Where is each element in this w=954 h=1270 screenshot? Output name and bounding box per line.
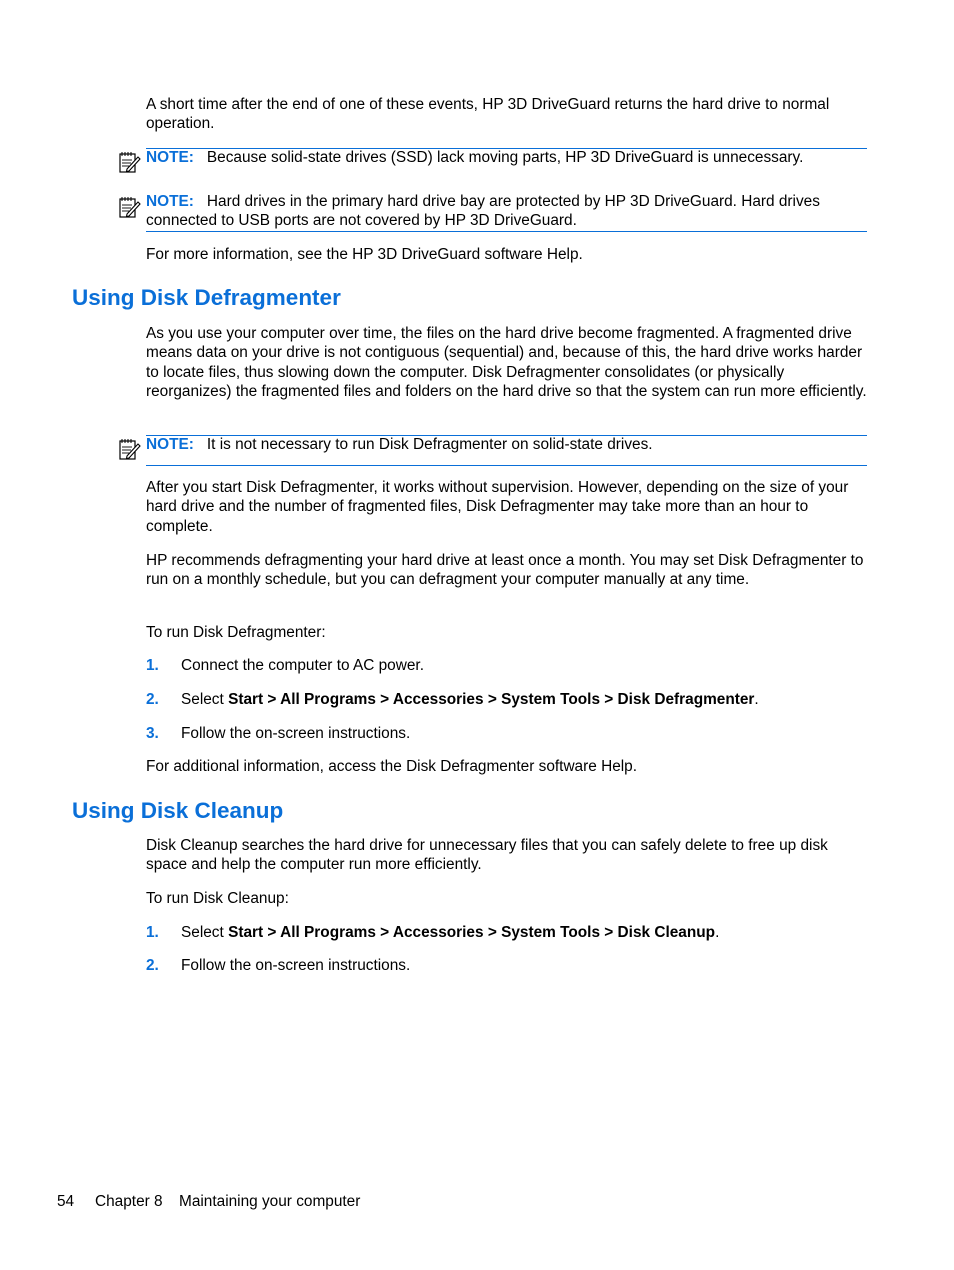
step-text: Follow the on-screen instructions. — [181, 957, 411, 974]
defrag-paragraph-3: HP recommends defragmenting your hard drive at least once a month. You may set Disk Defragmenter to run on a monthly schedule, but you can defragment your computer manually at any time. — [146, 552, 864, 589]
defrag-paragraph-1: As you use your computer over time, the files on the hard drive become fragmented. A fragmented drive means data on your drive is not contiguous (sequential) and, because of this, the hard drive works harder to locate files, thus slowing down the computer. Disk Defragmenter consolidates (or physically reorganizes) the fragmented files and folders on the hard drive so that the system can run more efficiently. — [146, 325, 867, 401]
heading-disk-cleanup: Using Disk Cleanup — [72, 798, 284, 823]
note-label: NOTE: — [146, 193, 194, 210]
note-bottom-rule — [146, 465, 867, 466]
note-text: It is not necessary to run Disk Defragmenter on solid-state drives. — [206, 436, 653, 453]
cleanup-paragraph-1: Disk Cleanup searches the hard drive for unnecessary files that you can safely delete to free up disk space and help the computer run more efficiently. — [146, 837, 828, 874]
note-text: Hard drives in the primary hard drive bay are protected by HP 3D DriveGuard. Hard drives connected to USB ports are not covered by HP 3D DriveGuard. — [146, 193, 820, 230]
intro-paragraph: A short time after the end of one of these events, HP 3D DriveGuard returns the hard drive to normal operation. — [146, 96, 830, 133]
note-label: NOTE: — [146, 149, 194, 166]
step-text: Follow the on-screen instructions. — [181, 725, 411, 742]
page-number: 54 — [57, 1193, 75, 1210]
note-icon — [118, 150, 142, 174]
step-text: Select — [181, 924, 229, 941]
note-bottom-rule — [146, 231, 867, 232]
note-defrag-ssd — [146, 435, 867, 466]
note-text: Because solid-state drives (SSD) lack moving parts, HP 3D DriveGuard is unnecessary. — [206, 149, 804, 166]
note-usb — [146, 191, 867, 232]
footer-chapter-title: Maintaining your computer — [179, 1193, 361, 1210]
step-number: 1. — [146, 924, 159, 941]
menu-path: Start > All Programs > Accessories > System Tools > Disk Cleanup — [228, 924, 716, 941]
defrag-steps-intro: To run Disk Defragmenter: — [146, 624, 326, 641]
more-info-paragraph: For more information, see the HP 3D DriveGuard software Help. — [146, 246, 583, 263]
note-ssd — [146, 148, 867, 172]
step-text: Select — [181, 691, 229, 708]
defrag-additional-info: For additional information, access the Disk Defragmenter software Help. — [146, 758, 638, 775]
step-text-end: . — [715, 924, 720, 941]
step-number: 2. — [146, 957, 159, 974]
heading-disk-defragmenter: Using Disk Defragmenter — [72, 285, 341, 310]
step-number: 1. — [146, 657, 159, 674]
step-text-end: . — [754, 691, 759, 708]
footer-chapter: Chapter 8 — [95, 1193, 163, 1210]
step-number: 2. — [146, 691, 159, 708]
note-icon — [118, 195, 142, 219]
cleanup-steps-intro: To run Disk Cleanup: — [146, 890, 289, 907]
step-number: 3. — [146, 725, 159, 742]
step-text: Connect the computer to AC power. — [181, 657, 424, 674]
menu-path: Start > All Programs > Accessories > System Tools > Disk Defragmenter — [228, 691, 755, 708]
defrag-paragraph-2: After you start Disk Defragmenter, it works without supervision. However, depending on the size of your hard drive and the number of fragmented files, Disk Defragmenter may take more than an hour to complete. — [146, 479, 849, 535]
page-footer — [57, 1192, 360, 1211]
note-label: NOTE: — [146, 436, 194, 453]
note-icon — [118, 437, 142, 461]
